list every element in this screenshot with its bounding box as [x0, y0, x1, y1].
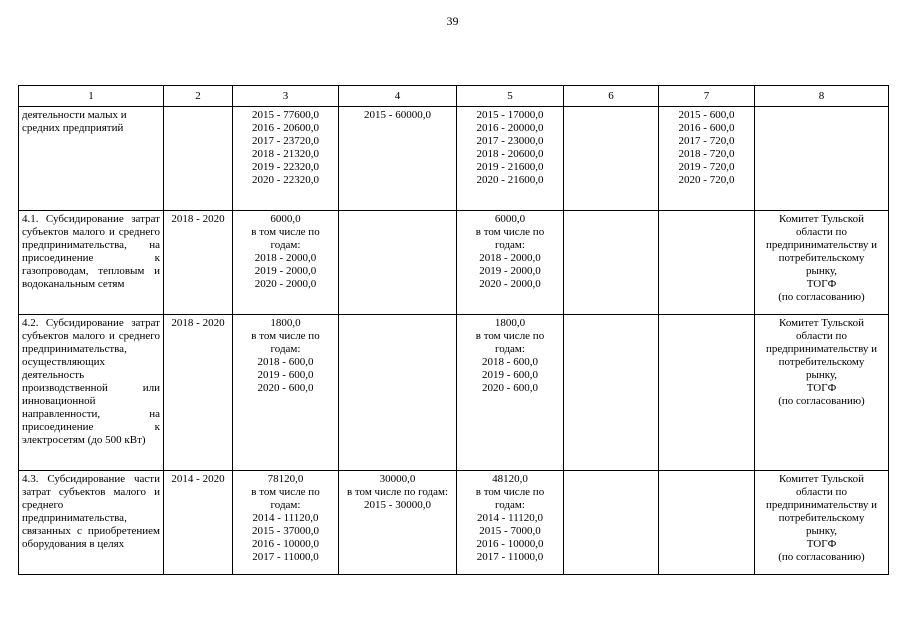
other-funding-cell: 2015 - 600,0 2016 - 600,0 2017 - 720,0 2018 - 720,0 2019 - 720,0 2020 - 720,0 [659, 107, 755, 211]
period-cell: 2018 - 2020 [164, 315, 233, 471]
header-cell: 6 [564, 86, 659, 107]
table-row [19, 211, 889, 315]
regional-funding-cell: 48120,0 в том числе по годам: 2014 - 11120,0 2015 - 7000,0 2016 - 10000,0 2017 - 11000,0 [457, 471, 564, 575]
other-funding-cell [659, 471, 755, 575]
regional-funding-cell: 2015 - 17000,0 2016 - 20000,0 2017 - 23000,0 2018 - 20600,0 2019 - 21600,0 2020 - 21600,0 [457, 107, 564, 211]
total-funding-cell: 1800,0 в том числе по годам: 2018 - 600,0 2019 - 600,0 2020 - 600,0 [233, 315, 339, 471]
header-cell: 2 [164, 86, 233, 107]
local-funding-cell [564, 471, 659, 575]
local-funding-cell [564, 107, 659, 211]
total-funding-cell: 6000,0 в том числе по годам: 2018 - 2000,0 2019 - 2000,0 2020 - 2000,0 [233, 211, 339, 315]
local-funding-cell [564, 211, 659, 315]
responsible-cell: Комитет Тульской области по предпринимательству и потребительскому рынку, ТОГФ (по согласованию) [755, 471, 889, 575]
regional-funding-cell: 1800,0 в том числе по годам: 2018 - 600,0 2019 - 600,0 2020 - 600,0 [457, 315, 564, 471]
responsible-cell: Комитет Тульской области по предпринимательству и потребительскому рынку, ТОГФ (по согласованию) [755, 211, 889, 315]
program-table [18, 85, 889, 575]
responsible-cell [755, 107, 889, 211]
other-funding-cell [659, 211, 755, 315]
total-funding-cell: 78120,0 в том числе по годам: 2014 - 11120,0 2015 - 37000,0 2016 - 10000,0 2017 - 11000,0 [233, 471, 339, 575]
header-cell: 5 [457, 86, 564, 107]
period-cell [164, 107, 233, 211]
measure-name-cell: 4.1. Субсидирование затрат субъектов малого и среднего предпринимательства, на присоединение к газопроводам, тепловым и водоканальным сетям [19, 211, 164, 315]
measure-name-cell: деятельности малых и средних предприятий [19, 107, 164, 211]
responsible-cell: Комитет Тульской области по предпринимательству и потребительскому рынку, ТОГФ (по согласованию) [755, 315, 889, 471]
header-cell: 7 [659, 86, 755, 107]
federal-funding-cell [339, 315, 457, 471]
header-cell: 1 [19, 86, 164, 107]
federal-funding-cell: 2015 - 60000,0 [339, 107, 457, 211]
other-funding-cell [659, 315, 755, 471]
regional-funding-cell: 6000,0 в том числе по годам: 2018 - 2000,0 2019 - 2000,0 2020 - 2000,0 [457, 211, 564, 315]
table-row [19, 471, 889, 575]
table-row [19, 315, 889, 471]
header-cell: 8 [755, 86, 889, 107]
measure-name-cell: 4.3. Субсидирование части затрат субъектов малого и среднего предпринимательства, связанных с приобретением оборудования в целях [19, 471, 164, 575]
page-number: 39 [446, 14, 459, 28]
table-row [19, 107, 889, 211]
table-header-row [19, 86, 889, 107]
header-cell: 4 [339, 86, 457, 107]
federal-funding-cell: 30000,0 в том числе по годам: 2015 - 30000,0 [339, 471, 457, 575]
period-cell: 2018 - 2020 [164, 211, 233, 315]
local-funding-cell [564, 315, 659, 471]
header-cell: 3 [233, 86, 339, 107]
federal-funding-cell [339, 211, 457, 315]
period-cell: 2014 - 2020 [164, 471, 233, 575]
measure-name-cell: 4.2. Субсидирование затрат субъектов малого и среднего предпринимательства, осуществляющих деятельность производственной или инновационной направленности, на присоединение к электросетям (до 500 кВт) [19, 315, 164, 471]
total-funding-cell: 2015 - 77600,0 2016 - 20600,0 2017 - 23720,0 2018 - 21320,0 2019 - 22320,0 2020 - 22320,0 [233, 107, 339, 211]
